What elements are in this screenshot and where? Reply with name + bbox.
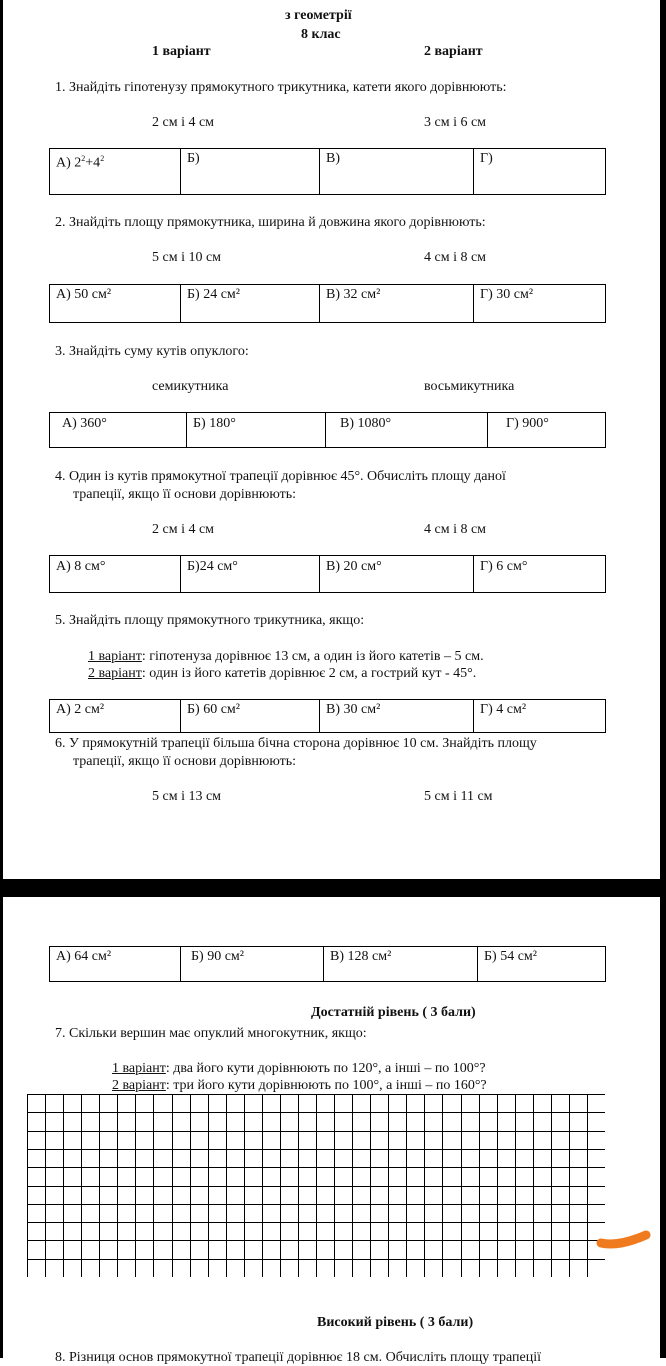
answer-a[interactable]: А) 50 см² [50,285,181,323]
answer-d[interactable]: Б) 54 см² [478,947,606,982]
answer-c[interactable]: В) 1080° [326,413,488,448]
variant2-heading: 2 варіант [424,44,483,59]
answer-d[interactable]: Г) 6 см° [474,556,606,593]
question-1-variant1: 2 см і 4 см [152,115,215,130]
variant2-condition: : один із його катетів дорівнює 2 см, а гострий кут - 45°. [141,666,477,681]
question-3-text: 3. Знайдіть суму кутів опуклого: [55,344,249,359]
answer-c[interactable]: В) 20 см° [320,556,474,593]
answer-d[interactable]: Г) 30 см² [474,285,606,323]
answer-b[interactable]: Б) 60 см² [181,700,320,733]
answer-a[interactable]: А) 64 см² [50,947,181,982]
question-5-variant1-line [88,648,484,665]
question-3-variant1: семикутника [152,379,229,394]
question-7-text: 7. Скільки вершин має опуклий многокутник, якщо: [55,1026,367,1041]
answer-d[interactable]: Г) 4 см² [474,700,606,733]
answer-c[interactable]: В) 128 см² [324,947,478,982]
answer-b[interactable]: Б) [181,149,320,195]
answer-a[interactable]: А) 8 см° [50,556,181,593]
question-4-answers [49,555,606,593]
question-4-variant2: 4 см і 8 см [424,522,487,537]
question-3-answers [49,412,606,448]
right-edge [660,0,666,1358]
answer-a[interactable]: А) 2 см² [50,700,181,733]
question-1-variant2: 3 см і 6 см [424,115,487,130]
grade-title: 8 клас [301,27,341,42]
variant1-condition: : два його кути дорівнюють по 120°, а інші – по 100°? [165,1061,486,1076]
question-7-variant2-line [112,1077,487,1094]
answer-d[interactable]: Г) 900° [488,413,606,448]
question-6-text-line2: трапеції, якщо її основи дорівнюють: [73,754,296,769]
question-3-variant2: восьмикутника [424,379,515,394]
answer-a[interactable]: А) 360° [50,413,187,448]
answer-c[interactable]: В) 32 см² [320,285,474,323]
variant2-label: 2 варіант [112,1078,166,1093]
question-4-variant1: 2 см і 4 см [152,522,215,537]
question-2-variant1: 5 см і 10 см [152,250,222,265]
variant2-condition: : три його кути дорівнюють по 100°, а інші – по 160°? [165,1078,487,1093]
answer-a[interactable]: А) $2^2+4^2$ [50,149,181,195]
question-6-variant1: 5 см і 13 см [152,789,222,804]
question-2-text: 2. Знайдіть площу прямокутника, ширина й довжина якого дорівнюють: [55,215,486,230]
variant2-label: 2 варіант [88,666,142,681]
question-5-text: 5. Знайдіть площу прямокутного трикутника, якщо: [55,613,365,628]
variant1-heading: 1 варіант [152,44,211,59]
answer-c[interactable]: В) 30 см² [320,700,474,733]
question-5-variant2-line [88,665,476,682]
question-4-text-line2: трапеції, якщо її основи дорівнюють: [73,487,296,502]
answer-grid[interactable] [27,1094,605,1277]
variant1-label: 1 варіант [112,1061,166,1076]
question-6-answers [49,946,606,982]
question-6-variant2: 5 см і 11 см [424,789,493,804]
question-1-text: 1. Знайдіть гіпотенузу прямокутного трикутника, катети якого дорівнюють: [55,80,507,95]
variant1-label: 1 варіант [88,649,142,664]
answer-c[interactable]: В) [320,149,474,195]
answer-d[interactable]: Г) [474,149,606,195]
question-8-text: 8. Різниця основ прямокутної трапеції дорівнює 18 см. Обчисліть площу трапеції [55,1350,542,1365]
question-7-variant1-line [112,1060,486,1077]
question-5-answers [49,699,606,733]
page-break [0,879,666,897]
level-3-heading: Високий рівень ( 3 бали) [317,1315,474,1330]
highlight-mark [596,1226,652,1252]
answer-b[interactable]: Б) 180° [187,413,326,448]
answer-b[interactable]: Б) 90 см² [181,947,324,982]
left-edge [0,0,3,1358]
question-2-answers [49,284,606,323]
answer-b[interactable]: Б) 24 см² [181,285,320,323]
variant1-condition: : гіпотенуза дорівнює 13 см, а один із його катетів – 5 см. [141,649,484,664]
subject-title: з геометрії [285,8,352,23]
question-1-answers [49,148,606,195]
question-2-variant2: 4 см і 8 см [424,250,487,265]
question-4-text-line1: 4. Один із кутів прямокутної трапеції дорівнює 45°. Обчисліть площу даної [55,469,506,484]
level-2-heading: Достатній рівень ( 3 бали) [311,1005,476,1020]
answer-b[interactable]: Б)24 см° [181,556,320,593]
question-6-text-line1: 6. У прямокутній трапеції більша бічна сторона дорівнює 10 см. Знайдіть площу [55,736,537,751]
